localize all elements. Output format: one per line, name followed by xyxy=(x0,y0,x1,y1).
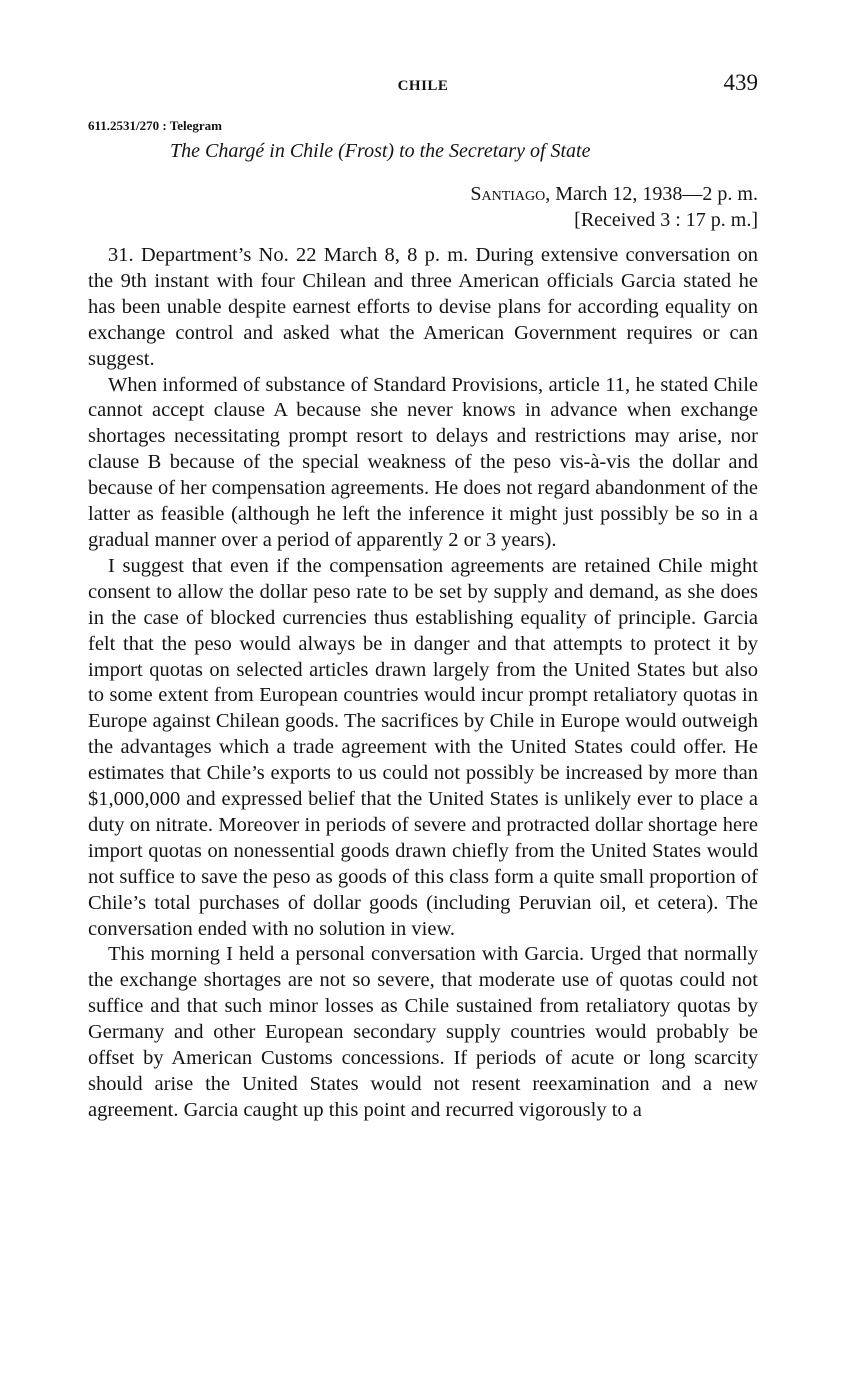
document-page xyxy=(88,70,758,1124)
dateline xyxy=(88,181,758,233)
body-paragraph-1: 31. Department’s No. 22 March 8, 8 p. m. During extensive conversation on the 9th instant with four Chilean and three American officials Garcia stated he has been unable despite earnest efforts to devise plans for according equality on exchange control and asked what the American Government requires or can suggest. xyxy=(88,244,758,370)
body-paragraph-3: I suggest that even if the compensation agreements are retained Chile might consent to allow the dollar peso rate to be set by supply and demand, as she does in the case of blocked currencies thus establishing equality of principle. Garcia felt that the peso would always be in danger and that attempts to protect it by import quotas on selected articles drawn largely from the United States but also to some extent from European countries would incur prompt retaliatory quotas in Europe against Chilean goods. The sacrifices by Chile in Europe would outweigh the advantages which a trade agreement with the United States could offer. He estimates that Chile’s exports to us could not possibly be increased by more than $1,000,000 and expressed belief that the United States is unlikely ever to place a duty on nitrate. Moreover in periods of severe and protracted dollar shortage here import quotas on nonessential goods drawn chiefly from the United States would not suffice to save the peso as goods of this class form a quite small proportion of Chile’s total purchases of dollar goods (including Peruvian oil, et cetera). The conversation ended with no solution in view. xyxy=(88,554,758,940)
dateline-date: March 12, 1938—2 p. m. xyxy=(550,183,758,205)
page-number: 439 xyxy=(723,70,758,95)
dateline-received: [Received 3 : 17 p. m.] xyxy=(574,209,758,231)
file-reference: 611.2531/270 : Telegram xyxy=(88,118,222,133)
running-header xyxy=(88,70,758,104)
document-title: The Chargé in Chile (Frost) to the Secretary of State xyxy=(170,140,591,162)
running-title: CHILE xyxy=(397,78,449,94)
dateline-sent xyxy=(88,181,758,207)
body-paragraph-4: This morning I held a personal conversation with Garcia. Urged that normally the exchange shortages are not so severe, that moderate use of quotas could not suffice and that such minor losses as Chile sustained from retaliatory quotas by Germany and other European secondary supply countries would probably be offset by American Customs concessions. If periods of acute or long scarcity should arise the United States would not resent reexamination and a new agreement. Garcia caught up this point and recurred vigorously to a xyxy=(88,943,758,1121)
body-paragraph-2: When informed of substance of Standard Provisions, article 11, he stated Chile cannot accept clause A because she never knows in advance when exchange shortages necessitating prompt resort to delays and restrictions may arise, nor clause B because of the special weakness of the peso vis-à-vis the dollar and because of her compensation agreements. He does not regard abandonment of the latter as feasible (although he left the inference it might just possibly be so in a gradual manner over a period of apparently 2 or 3 years). xyxy=(88,373,758,551)
dateline-place: Santiago, xyxy=(470,183,551,205)
